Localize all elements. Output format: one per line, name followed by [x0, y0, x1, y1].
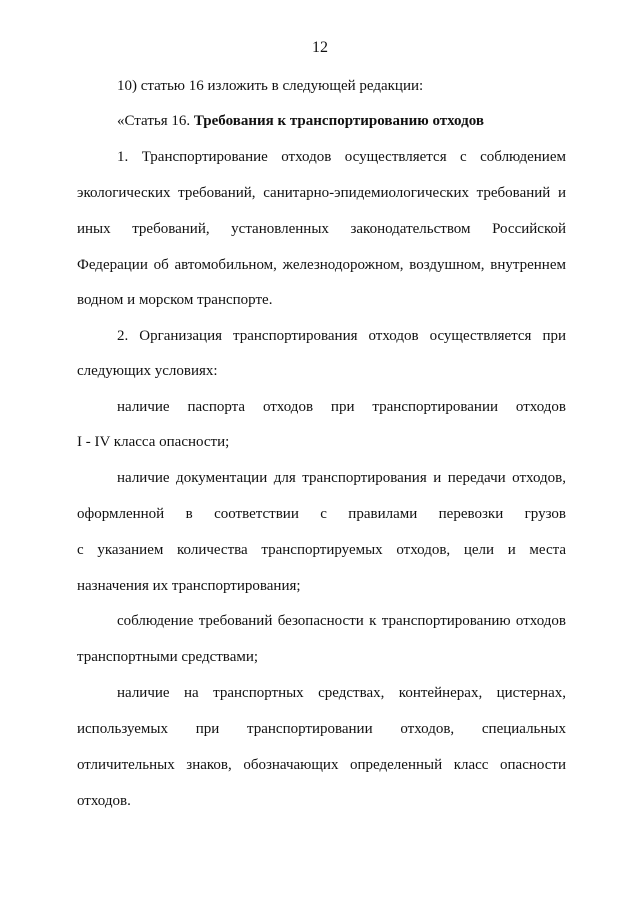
paragraph-line: наличие паспорта отходов при транспортировании отходов — [117, 399, 566, 415]
paragraph-line: соблюдение требований безопасности к транспортированию отходов — [117, 613, 566, 629]
paragraph-line: отходов. — [77, 793, 131, 809]
article-prefix: «Статья 16. — [117, 113, 194, 129]
paragraph-line: следующих условиях: — [77, 363, 218, 379]
paragraph-line: 2. Организация транспортирования отходов осуществляется при — [117, 328, 566, 344]
paragraph-line: иных требований, установленных законодательством Российской — [77, 221, 566, 237]
paragraph-line: 1. Транспортирование отходов осуществляется с соблюдением — [117, 149, 566, 165]
paragraph-line: транспортными средствами; — [77, 649, 259, 665]
paragraph-line: Федерации об автомобильном, железнодорожном, воздушном, внутреннем — [77, 257, 566, 273]
paragraph-line: назначения их транспортирования; — [77, 578, 301, 594]
paragraph-line: водном и морском транспорте. — [77, 292, 273, 308]
page-number: 12 — [312, 39, 328, 56]
paragraph-line: с указанием количества транспортируемых отходов, цели и места — [77, 542, 566, 558]
paragraph-line: отличительных знаков, обозначающих определенный класс опасности — [77, 757, 566, 773]
paragraph-line: экологических требований, санитарно-эпидемиологических требований и — [77, 185, 566, 201]
paragraph-line: используемых при транспортировании отходов, специальных — [77, 721, 566, 737]
paragraph-line: наличие документации для транспортирования и передачи отходов, — [117, 470, 566, 486]
article-title: Требования к транспортированию отходов — [193, 113, 484, 129]
article-heading — [117, 111, 566, 131]
paragraph-line: оформленной в соответствии с правилами перевозки грузов — [77, 506, 566, 522]
paragraph-line: наличие на транспортных средствах, контейнерах, цистернах, — [117, 685, 566, 701]
paragraph-line: I - IV класса опасности; — [77, 434, 230, 450]
intro-line: 10) статью 16 изложить в следующей редакции: — [117, 78, 424, 94]
